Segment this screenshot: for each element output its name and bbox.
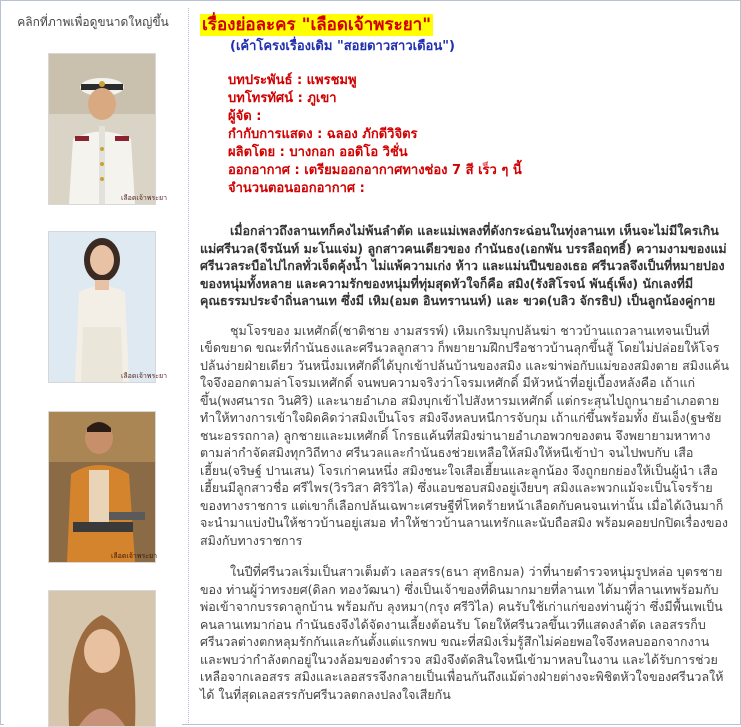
- credit-episodes: จำนวนตอนออกอากาศ :: [228, 181, 365, 196]
- credit-screenplay: บทโทรทัศน์ : ภูเขา: [228, 91, 337, 106]
- story-title: เรื่องย่อละคร "เลือดเจ้าพระยา": [202, 15, 432, 35]
- photo-caption: เลือดเจ้าพระยา: [111, 552, 158, 560]
- photo-caption: เลือดเจ้าพระยา: [121, 372, 168, 380]
- cast-photo-actor-2[interactable]: [48, 411, 156, 563]
- synopsis-paragraph: ชุมโจรของ มเหศักดิ์(ชาติชาย งามสรรพ์) เหิมเกริมบุกปล้นฆ่า ชาวบ้านแถวลานเทจนเป็นที่เข็ดขยาด ขณะที่กำนันธงและศรีนวลลูกสาว ก็พยายามฝึกปรือชาวบ้านลุกขึ้นสู้ โดยไม่ปล่อยให้โจรปล้นง่ายฝ่ายเดียว วันหนึ่งมเหศักดิ์ได้บุกเข้าปล้นบ้านของสมิง และฆ่าพ่อกับแม่ของสมิงตาย สมิงแค้นใจจึงออกตามล่าโจรมเหศักดิ์ จนพบความจริงว่าโจรมเหศักดิ์ มีหัวหน้าที่อยู่เบื้องหลังคือ เถ้าแก่ขึ้น(พงศนารถ วินศิริ) และนายอำเภอ สมิงบุกเข้าไปสังหารมเหศักดิ์ แต่กระสุนไปถูกนายอำเภอตาย ทำให้ทางการเข้าใจผิดคิดว่าสมิงเป็นโจร สมิงจึงหลบหนีการจับกุม เถ้าแก่ขึ้นพร้อมทั้ง ยันเอ็ง(ฐษชัย ชนะอรรถกาล) ลูกชายและมเหศักดิ์ โกรธแค้นที่สมิงฆ่านายอำเภอพวกของตน จึงพยายามหาทางตามล่ากำจัดสมิงทุกวิถีทาง ศรีนวลและกำนันธงช่วยเหลือให้สมิงให้หนีเข้าป่า จนไปพบกับ เสือเฮี้ยน(จริษฐ์ ปานเสน) โจรเก่าคนหนึ่ง สมิงชนะใจเสือเฮี้ยนและลูกน้อง จึงถูกยกย่องให้เป็นผู้นำ เสือเฮี้ยนมีลูกสาวชื่อ ศรีไพร(วิรวิสา ศิริวิไล) ซึ่งแอบชอบสมิงอยู่เงียบๆ สมิงและพวกแม้จะเป็นโจรร้ายของทางราชการ แต่เขาก็เลือกปล้นเฉพาะเศรษฐีที่โหดร้ายหน้าเลือดกับคนจนเท่านั้น เมื่อได้เงินมาก็จะนำมาแบ่งปันให้ชาวบ้านอยู่เสมอ ทำให้ชาวบ้านลานเทรักและนับถือสมิง พร้อมคอยปกปิดเรื่องของสมิงกับทางราชการ: [200, 322, 730, 548]
- story-subtitle: (เค้าโครงเรื่องเดิม "สอยดาวสาวเดือน"): [230, 39, 455, 54]
- credit-producer: ผู้จัด :: [228, 109, 262, 124]
- cast-photo-officer[interactable]: [48, 53, 168, 205]
- cast-photo-actress-1[interactable]: [48, 231, 168, 383]
- credit-production: ผลิตโดย : บางกอก ออดิโอ วิชั่น: [228, 145, 408, 160]
- column-divider: [188, 8, 189, 725]
- sidebar-hint: คลิกที่ภาพเพื่อดูขนาดใหญ่ขึ้น: [17, 15, 169, 29]
- credits-list: [200, 72, 730, 198]
- credit-director: กำกับการแสดง : ฉลอง ภักดีวิจิตร: [228, 127, 418, 142]
- cast-photo-actress-2[interactable]: [48, 590, 156, 727]
- credit-airing: ออกอากาศ : เตรียมออกอากาศทางช่อง 7 สี เร็ว ๆ นี้: [228, 163, 522, 178]
- credit-author: บทประพันธ์ : แพรชมพู: [228, 73, 357, 88]
- synopsis-paragraph: ในปีที่ศรีนวลเริ่มเป็นสาวเต็มตัว เลอสรร(ธนา สุทธิกมล) ว่าที่นายตำรวจหนุ่มรูปหล่อ บุตรชายของ ท่านผู้ว่าทรงยศ(ดิลก ทองวัฒนา) ซึ่งเป็นเจ้าของที่ดินมากมายที่ลานเท ได้มาที่ลานเทพร้อมกับพ่อเข้าจากบรรดาลูกบ้าน พร้อมกับ ลุงหมา(กรุง ศรีวิไล) คนรับใช้เก่าแก่ของท่านผู้ว่า ซึ่งมีพื้นเพเป็นคนลานเทมาก่อน กำนันธงจึงได้จัดงานเลี้ยงต้อนรับ โดยให้ศรีนวลขึ้นเวทีแสดงลำตัด เลอสรรก็บศรีนวลต่างตกหลุมรักกันและกันตั้งแต่แรกพบ ขณะที่สมิงเริ่มรู้สึกไม่ค่อยพอใจจึงหลบออกจากงาน และพบว่ากำลังตกอยู่ในวงล้อมของตำรวจ สมิงจึงตัดสินใจหนีเข้ามาหลบในงาน และได้รับการช่วยเหลือจากเลอสรร สมิงและเลอสรรจึงกลายเป็นเพื่อนกันถึงแม้ต่างฝ่ายต่างจะพิชิตหัวใจของศรีนวลให้ได้ ในที่สุดเลอสรรกับศรีนวลตกลงปลงใจเสียกัน: [200, 564, 724, 702]
- photo-caption: เลือดเจ้าพระยา: [121, 194, 168, 202]
- synopsis-paragraph: เมื่อกล่าวถึงลานเทก็คงไม่พ้นลำตัด และแม่เพลงที่ดังกระฉ่อนในทุ่งลานเท เห็นจะไม่มีใครเกิน แม่ศรีนวล(จีรนันท์ มะโนแจ่ม) ลูกสาวคนเดียวของ กำนันธง(เอกพัน บรรลือฤทธิ์) ความงามของแม่ศรีนวลระบือไปไกลทั่วเจ็ดคุ้งน้ำ ไม่แพ้ความเก่ง ห้าว และแม่นปืนของเธอ ศรีนวลจึงเป็นที่หมายปองของหนุ่มทั้งหลาย และความรักของหนุ่มที่ทุ่มสุดหัวใจก็คือ สมิง(รังสิโรจน์ พันธุ์เพ็ง) นักเลงที่มีคุณธรรมประจำถิ่นลานเท ซึ่งมี เหิม(อมต อินทรานนท์) และ ขวด(บลิว จักรธิป) เป็นลูกน้องคู่กาย: [200, 223, 727, 308]
- story-content: [200, 14, 730, 703]
